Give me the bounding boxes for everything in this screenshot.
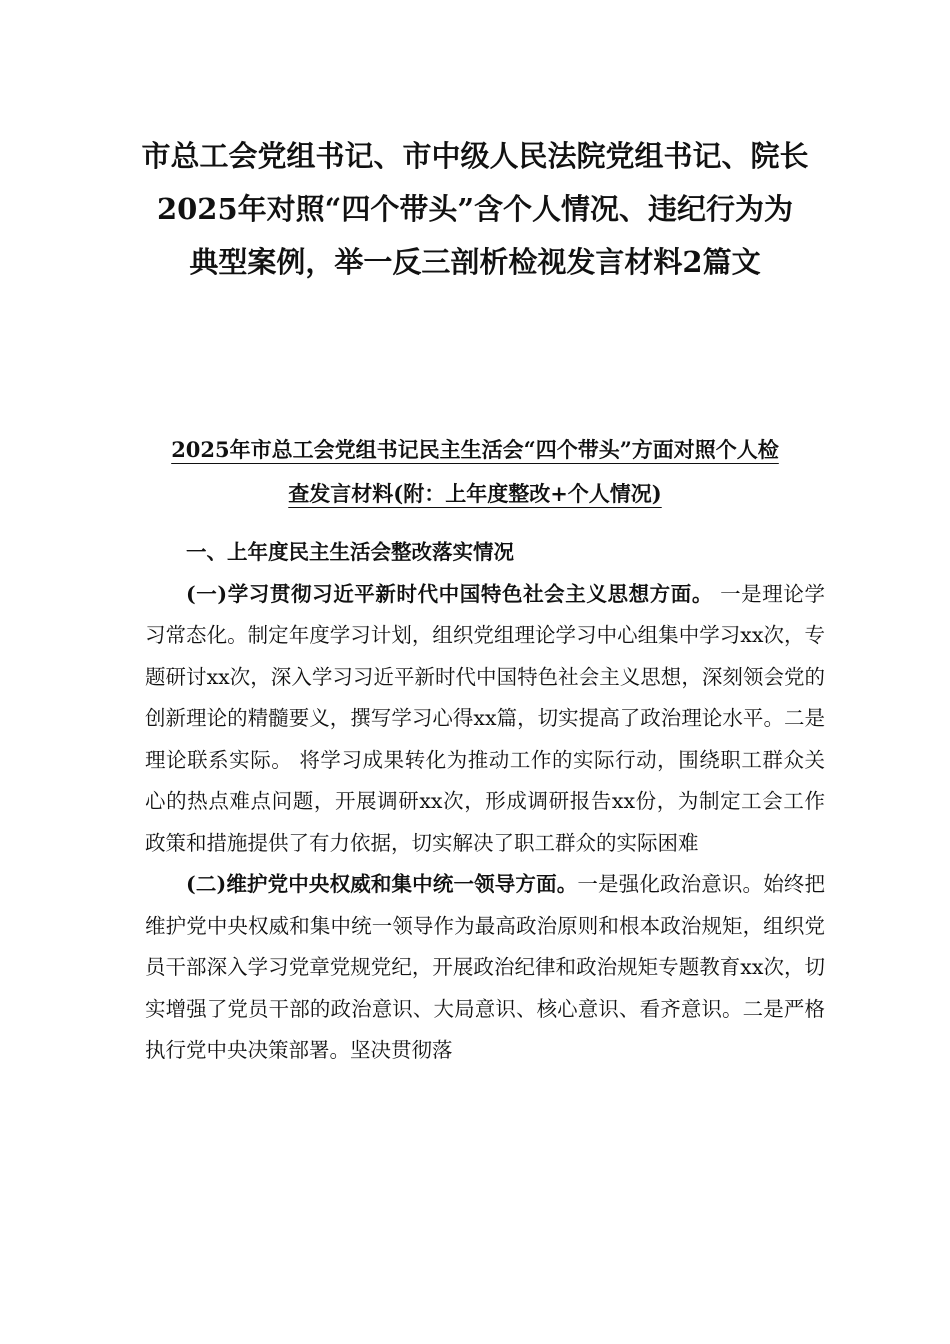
paragraph-authority-lead: (二)维护党中央权威和集中统一领导方面。 xyxy=(186,872,578,896)
paragraph-study-body: 一是理论学习常态化。制定年度学习计划，组织党组理论学习中心组集中学习xx次，专题研讨xx次，深入学习习近平新时代中国特色社会主义思想，深刻领会党的创新理论的精髓要义，撰写学习心得xx篇，切实提高了政治理论水平。二是理论联系实际。 将学习成果转化为推动工作的实际行动，围绕职工群众关心的热点难点问题，开展调研xx次，形成调研报告xx份，为制定工会工作政策和措施提供了有力依据，切实解决了职工群众的实际困难 xyxy=(145,581,825,855)
section-heading: 一、上年度民主生活会整改落实情况 xyxy=(186,540,514,564)
document-subtitle-text: 2025年市总工会党组书记民主生活会“四个带头”方面对照个人检 查发言材料(附：上年度整改+个人情况) xyxy=(171,437,779,506)
document-subtitle xyxy=(118,428,832,516)
document-title: 市总工会党组书记、市中级人民法院党组书记、院长 2025年对照“四个带头”含个人情况、违纪行为为 典型案例，举一反三剖析检视发言材料2篇文 xyxy=(141,139,809,279)
paragraph-authority xyxy=(145,864,825,1072)
paragraph-authority-body: 一是强化政治意识。始终把维护党中央权威和集中统一领导作为最高政治原则和根本政治规矩，组织党员干部深入学习党章党规党纪，开展政治纪律和政治规矩专题教育xx次，切实增强了党员干部的政治意识、大局意识、核心意识、看齐意识。二是严格执行党中央决策部署。坚决贯彻落 xyxy=(145,872,826,1062)
paragraph-study-lead: (一)学习贯彻习近平新时代中国特色社会主义思想方面。 xyxy=(186,581,713,606)
paragraph-study xyxy=(145,574,825,865)
document-body xyxy=(145,532,825,1072)
